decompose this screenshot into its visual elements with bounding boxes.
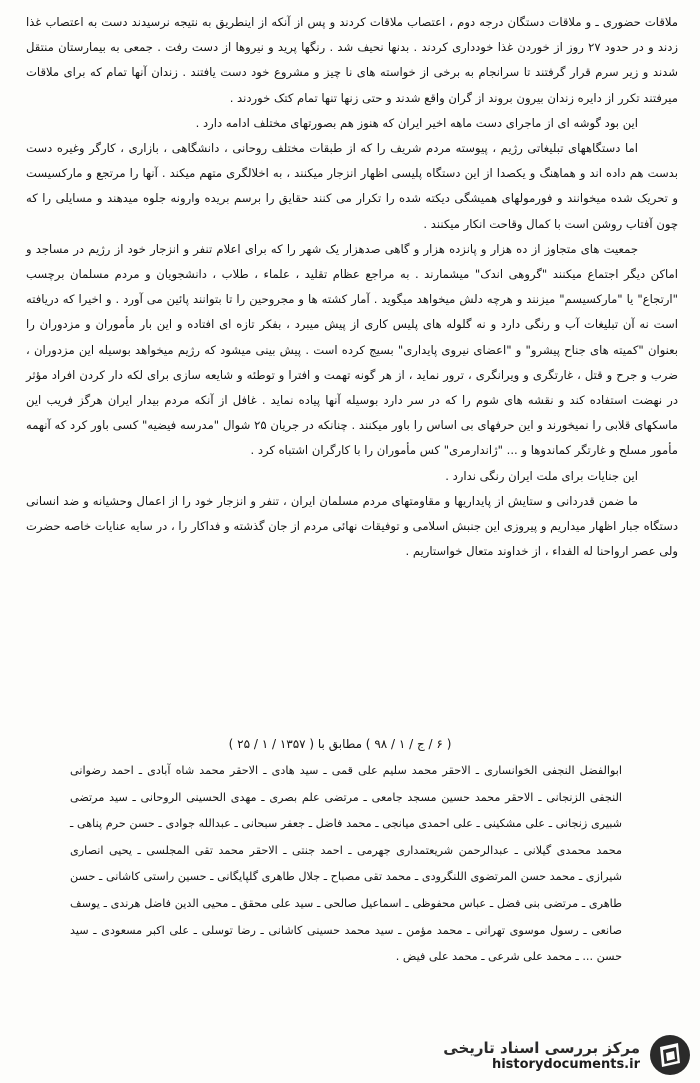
watermark-text [443, 1039, 640, 1072]
watermark-url: historydocuments.ir [491, 1056, 640, 1072]
paragraph-4: جمعیت های متجاوز از ده هزار و پانزده هزار و گاهی صدهزار یک شهر را که برای اعلام تنفر و انزجار خود از رژیم در مساجد و اماکن دیگر اجتماع میکنند "گروهی اندک" میشمارند . به مراجع عظام تقلید ، علماء ، طلاب ، دانشجویان و مردم مسلمان برچسب "ارتجاع" یا "مارکسیسم" میزنند و هرچه دلش میخواهد میگوید . آمار کشته ها و مجروحین را تا بتوانند پائین می آورد . و اخیرا که دریافته است نه آن تبلیغات آب و رنگی دارد و نه گلوله های پلیس کاری از پیش میبرد ، بفکر تازه ای افتاده و این بار مأموران و مزدوران را بعنوان "کمیته های جناح پیشرو" و "اعضای نیروی پایداری" بسیج کرده است . پیش بینی میشود که رژیم میخواهد بوسیله این مزدوران ، ضرب و جرح و قتل ، غارتگری و ویرانگری ، ترور نماید ، از هر گونه تهمت و افترا و توطئه و شایعه سازی برای لکه دار کردن افراد مؤثر در نهضت استفاده کند و نقشه های شوم را که در سر دارد بوسیله آنها پیاده نماید . غافل از آنکه مردم بیدار ایران هرگز فریب این ماسکهای قلابی را نمیخورند و این حرفهای بی اساس را باور میکنند . چنانکه در جریان ۲۵ شوال "مدرسه فیضیه" کسی باور کرد که آنهمه مأمور مسلح و غارتگر کماندوها و ... "ژاندارمری" کس مأموران را با کارگران اشتباه کرد . [26, 241, 678, 458]
signatories-list: ابوالفضل النجفی الخوانساری ـ الاحقر محمد سلیم علی قمی ـ سید هادی ـ الاحقر محمد شاه آبادی ـ احمد رضوانی النجفی الزنجانی ـ الاحقر محمد حسین مسجد جامعی ـ مرتضی علم بصری ـ مهدی الحسینی الروحانی ـ سید مرتضی شبیری زنجانی ـ علی مشکینی ـ علی احمدی میانجی ـ محمد فاضل ـ جعفر سبحانی ـ عبدالله جوادی ـ حسن حرم پناهی ـ محمد محمدی گیلانی ـ عبدالرحمن شریعتمداری جهرمی ـ احمد جنتی ـ الاحقر محمد تقی المجلسی ـ یحیی انصاری شیرازی ـ محمد حسن المرتضوی اللنگرودی ـ محمد تقی مصباح ـ جلال طاهری گلپایگانی ـ حسین راستی کاشانی ـ حسن طاهری ـ مرتضی بنی فضل ـ عباس محفوظی ـ اسماعیل صالحی ـ سید علی محقق ـ محیی الدین فاضل هرندی ـ یوسف صانعی ـ رسول موسوی تهرانی ـ محمد مؤمن ـ سید محمد حسینی کاشانی ـ رضا توسلی ـ علی اکبر مسعودی ـ سید حسن ... ـ محمد علی شرعی ـ محمد علی فیض . [70, 764, 622, 964]
paragraph-1: ملاقات حضوری ـ و ملاقات دستگان درجه دوم ، اعتصاب ملاقات کردند و پس از آنکه از اینطریق به نتیجه نرسیدند دست به اعتصاب غذا زدند و در حدود ۲۷ روز از خوردن غذا خودداری کردند . بدنها نحیف شد . رنگها پرید و نیروها از دست رفت . جمعی به بیمارستان منتقل شدند و زیر سرم قرار گرفتند تا سرانجام به برخی از خواسته های نا چیز و مشروع خود دست یافتند . زندان آنها تمام که برای ملاقات میرفتند تکرر از دایره زندان بیرون بروند از گران واقع شدند و حتی زنها تنها تمام کتک خوردند . [26, 15, 678, 105]
watermark [443, 1033, 692, 1077]
document-body [26, 10, 678, 564]
paragraph-2: این بود گوشه ای از ماجرای دست ماهه اخیر ایران که هنوز هم بصورتهای مختلف ادامه دارد . [195, 115, 638, 130]
paragraph-3: اما دستگاههای تبلیغاتی رژیم ، پیوسته مردم شریف را که از طبقات مختلف روحانی ، دانشگاهی ، بازاری ، کارگر وغیره دست بدست هم داده اند و هماهنگ و یکصدا از این دستگاه پلیسی اظهار انزجار میکنند ، به اخلالگری متهم میکند . آنها را مرتجع و مارکسیست و تحریک شده میخوانند و فورمولهای همیشگی دیکته شده را تکرار می کنند حقایق را برسم بریده وارونه جلوه میدهند و مسایلی را که چون آفتاب روشن است با کمال وقاحت انکار میکنند . [26, 141, 678, 231]
closing-paragraph: ما ضمن قدردانی و ستایش از پایداریها و مقاومتهای مردم مسلمان ایران ، تنفر و انزجار خود را از اعمال وحشیانه و ضد انسانی دستگاه جبار اظهار میداریم و پیروزی این جنبش اسلامی و توفیقات نهائی مردم از جان گذشته و فداکار را ، در سایه عنایات خاصه حضرت ولی عصر ارواحنا له الفداء ، از خداوند متعال خواستاریم . [26, 493, 678, 559]
archive-logo-icon [648, 1033, 692, 1077]
date-line: ( ۶ / ج / ۱ / ۹۸ ) مطابق با ( ۱۳۵۷ / ۱ / ۲۵ ) [228, 737, 452, 751]
watermark-label: مرکز بررسی اسناد تاریخی [443, 1038, 640, 1057]
paragraph-5: این جنایات برای ملت ایران رنگی ندارد . [445, 468, 638, 483]
